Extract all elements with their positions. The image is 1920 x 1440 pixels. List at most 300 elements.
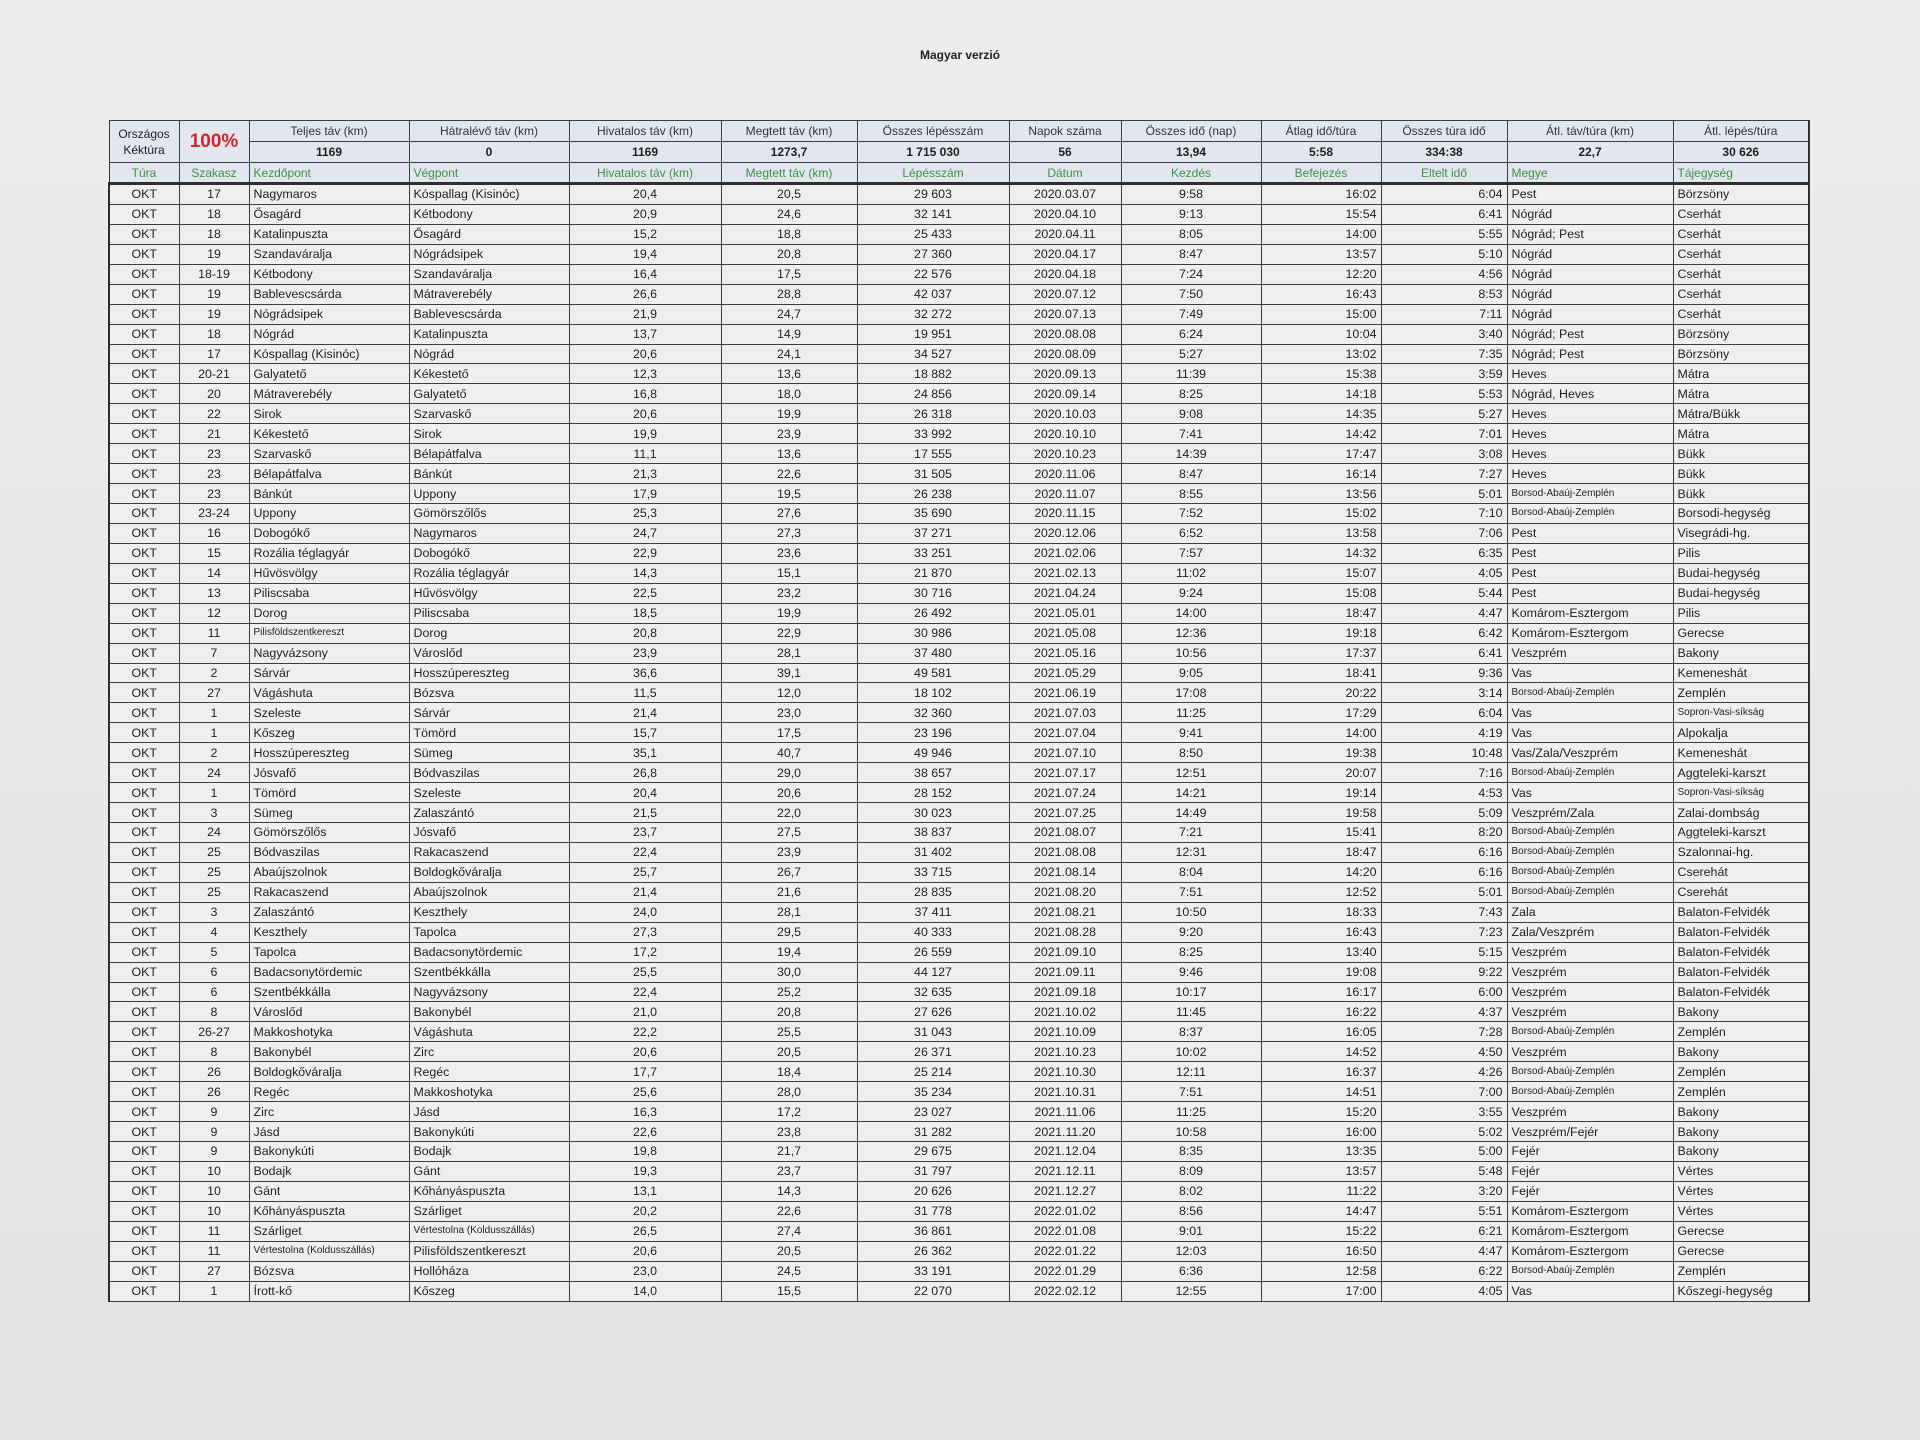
cell-tour: OKT xyxy=(109,902,179,922)
cell-end-point: Vágáshuta xyxy=(409,1022,569,1042)
cell-start-time: 9:24 xyxy=(1121,583,1261,603)
cell-official-distance: 21,0 xyxy=(569,1002,721,1022)
cell-start-time: 11:02 xyxy=(1121,563,1261,583)
cell-county: Nógrád xyxy=(1507,304,1673,324)
table-row xyxy=(109,803,1809,823)
cell-walked-distance: 19,9 xyxy=(721,603,857,623)
cell-walked-distance: 23,6 xyxy=(721,543,857,563)
cell-end-point: Gömörszőlős xyxy=(409,504,569,524)
cell-county: Borsod-Abaúj-Zemplén xyxy=(1507,823,1673,843)
cell-date: 2021.08.20 xyxy=(1009,882,1121,902)
table-row xyxy=(109,1022,1809,1042)
column-header-region: Tájegység xyxy=(1673,163,1809,184)
cell-date: 2020.11.06 xyxy=(1009,464,1121,484)
cell-start-time: 12:31 xyxy=(1121,842,1261,862)
cell-county: Fejér xyxy=(1507,1181,1673,1201)
cell-steps: 18 882 xyxy=(857,364,1009,384)
cell-start-point: Nógrád xyxy=(249,324,409,344)
cell-region: Zemplén xyxy=(1673,1082,1809,1102)
summary-value-total-steps: 1 715 030 xyxy=(857,142,1009,163)
cell-end-time: 15:38 xyxy=(1261,364,1381,384)
table-row xyxy=(109,623,1809,643)
table-body xyxy=(109,121,1809,1302)
cell-walked-distance: 39,1 xyxy=(721,663,857,683)
cell-date: 2021.12.04 xyxy=(1009,1142,1121,1162)
cell-elapsed: 5:44 xyxy=(1381,583,1507,603)
completion-percent: 100% xyxy=(179,121,249,163)
cell-walked-distance: 20,6 xyxy=(721,783,857,803)
cell-elapsed: 5:51 xyxy=(1381,1201,1507,1221)
cell-official-distance: 35,1 xyxy=(569,743,721,763)
cell-start-time: 17:08 xyxy=(1121,683,1261,703)
cell-start-point: Abaújszolnok xyxy=(249,862,409,882)
cell-end-point: Regéc xyxy=(409,1062,569,1082)
cell-start-time: 11:39 xyxy=(1121,364,1261,384)
cell-walked-distance: 24,7 xyxy=(721,304,857,324)
cell-region: Balaton-Felvidék xyxy=(1673,902,1809,922)
cell-end-time: 16:50 xyxy=(1261,1241,1381,1261)
summary-value-avg-steps: 30 626 xyxy=(1673,142,1809,163)
cell-end-time: 13:35 xyxy=(1261,1142,1381,1162)
cell-start-point: Kétbodony xyxy=(249,264,409,284)
cell-section: 11 xyxy=(179,623,249,643)
cell-tour: OKT xyxy=(109,1181,179,1201)
cell-walked-distance: 22,0 xyxy=(721,803,857,823)
cell-date: 2021.02.13 xyxy=(1009,563,1121,583)
cell-section: 10 xyxy=(179,1181,249,1201)
cell-start-time: 12:11 xyxy=(1121,1062,1261,1082)
cell-official-distance: 21,4 xyxy=(569,703,721,723)
cell-elapsed: 6:35 xyxy=(1381,543,1507,563)
summary-label-remaining-distance: Hátralévő táv (km) xyxy=(409,121,569,142)
cell-walked-distance: 19,9 xyxy=(721,404,857,424)
cell-steps: 49 581 xyxy=(857,663,1009,683)
cell-end-point: Városlőd xyxy=(409,643,569,663)
cell-steps: 18 102 xyxy=(857,683,1009,703)
cell-start-point: Bakonybél xyxy=(249,1042,409,1062)
cell-section: 26 xyxy=(179,1082,249,1102)
cell-county: Veszprém/Zala xyxy=(1507,803,1673,823)
cell-region: Zemplén xyxy=(1673,1062,1809,1082)
cell-end-time: 14:35 xyxy=(1261,404,1381,424)
cell-end-point: Hűvösvölgy xyxy=(409,583,569,603)
cell-steps: 31 505 xyxy=(857,464,1009,484)
cell-date: 2021.05.01 xyxy=(1009,603,1121,623)
cell-start-time: 12:51 xyxy=(1121,763,1261,783)
table-row xyxy=(109,1142,1809,1162)
cell-end-point: Sárvár xyxy=(409,703,569,723)
cell-end-point: Nagymaros xyxy=(409,523,569,543)
cell-section: 20 xyxy=(179,384,249,404)
cell-elapsed: 6:21 xyxy=(1381,1221,1507,1241)
cell-official-distance: 21,3 xyxy=(569,464,721,484)
cell-start-point: Gánt xyxy=(249,1181,409,1201)
cell-walked-distance: 27,3 xyxy=(721,523,857,543)
cell-end-point: Uppony xyxy=(409,484,569,504)
cell-county: Heves xyxy=(1507,444,1673,464)
cell-end-time: 16:05 xyxy=(1261,1022,1381,1042)
table-row xyxy=(109,464,1809,484)
cell-walked-distance: 18,4 xyxy=(721,1062,857,1082)
cell-walked-distance: 40,7 xyxy=(721,743,857,763)
cell-walked-distance: 20,5 xyxy=(721,1241,857,1261)
summary-label-total-time-days: Összes idő (nap) xyxy=(1121,121,1261,142)
cell-elapsed: 7:00 xyxy=(1381,1082,1507,1102)
cell-walked-distance: 15,1 xyxy=(721,563,857,583)
cell-official-distance: 17,9 xyxy=(569,484,721,504)
table-row xyxy=(109,723,1809,743)
cell-walked-distance: 20,8 xyxy=(721,1002,857,1022)
cell-end-time: 18:47 xyxy=(1261,842,1381,862)
cell-county: Komárom-Esztergom xyxy=(1507,1221,1673,1241)
cell-end-point: Nagyvázsony xyxy=(409,982,569,1002)
cell-region: Aggteleki-karszt xyxy=(1673,763,1809,783)
cell-region: Börzsöny xyxy=(1673,184,1809,205)
cell-steps: 40 333 xyxy=(857,922,1009,942)
cell-tour: OKT xyxy=(109,1102,179,1122)
cell-tour: OKT xyxy=(109,404,179,424)
cell-start-point: Uppony xyxy=(249,504,409,524)
cell-tour: OKT xyxy=(109,523,179,543)
cell-end-time: 13:40 xyxy=(1261,942,1381,962)
cell-date: 2021.07.10 xyxy=(1009,743,1121,763)
cell-start-point: Hűvösvölgy xyxy=(249,563,409,583)
cell-region: Bakony xyxy=(1673,643,1809,663)
cell-steps: 38 657 xyxy=(857,763,1009,783)
cell-start-point: Városlőd xyxy=(249,1002,409,1022)
cell-official-distance: 14,0 xyxy=(569,1281,721,1301)
cell-official-distance: 26,5 xyxy=(569,1221,721,1241)
cell-end-time: 16:43 xyxy=(1261,284,1381,304)
cell-elapsed: 7:28 xyxy=(1381,1022,1507,1042)
cell-official-distance: 22,4 xyxy=(569,842,721,862)
cell-section: 19 xyxy=(179,304,249,324)
cell-date: 2021.05.29 xyxy=(1009,663,1121,683)
cell-official-distance: 21,4 xyxy=(569,882,721,902)
summary-label-row xyxy=(109,121,1809,142)
cell-steps: 35 690 xyxy=(857,504,1009,524)
table-row xyxy=(109,1042,1809,1062)
cell-steps: 28 152 xyxy=(857,783,1009,803)
cell-region: Gerecse xyxy=(1673,1241,1809,1261)
cell-end-point: Bélapátfalva xyxy=(409,444,569,464)
cell-date: 2021.10.23 xyxy=(1009,1042,1121,1062)
cell-start-time: 11:25 xyxy=(1121,1102,1261,1122)
cell-steps: 44 127 xyxy=(857,962,1009,982)
cell-official-distance: 27,3 xyxy=(569,922,721,942)
cell-tour: OKT xyxy=(109,464,179,484)
table-row xyxy=(109,1281,1809,1301)
cell-tour: OKT xyxy=(109,1142,179,1162)
cell-tour: OKT xyxy=(109,1281,179,1301)
cell-start-point: Szeleste xyxy=(249,703,409,723)
cell-start-time: 6:24 xyxy=(1121,324,1261,344)
cell-start-time: 8:04 xyxy=(1121,862,1261,882)
cell-section: 11 xyxy=(179,1221,249,1241)
cell-end-point: Jásd xyxy=(409,1102,569,1122)
table-row xyxy=(109,942,1809,962)
cell-county: Borsod-Abaúj-Zemplén xyxy=(1507,882,1673,902)
cell-date: 2021.10.31 xyxy=(1009,1082,1121,1102)
cell-start-time: 7:21 xyxy=(1121,823,1261,843)
cell-date: 2020.09.14 xyxy=(1009,384,1121,404)
cell-county: Komárom-Esztergom xyxy=(1507,623,1673,643)
cell-end-time: 13:58 xyxy=(1261,523,1381,543)
cell-end-time: 16:02 xyxy=(1261,184,1381,205)
cell-walked-distance: 25,2 xyxy=(721,982,857,1002)
column-header-end-time: Befejezés xyxy=(1261,163,1381,184)
cell-tour: OKT xyxy=(109,324,179,344)
cell-date: 2022.01.29 xyxy=(1009,1261,1121,1281)
cell-end-time: 18:33 xyxy=(1261,902,1381,922)
cell-steps: 38 837 xyxy=(857,823,1009,843)
cell-steps: 26 362 xyxy=(857,1241,1009,1261)
cell-elapsed: 3:14 xyxy=(1381,683,1507,703)
cell-end-time: 20:22 xyxy=(1261,683,1381,703)
table-row xyxy=(109,424,1809,444)
cell-region: Börzsöny xyxy=(1673,344,1809,364)
cell-end-point: Szarvaskő xyxy=(409,404,569,424)
cell-walked-distance: 23,8 xyxy=(721,1122,857,1142)
cell-start-time: 9:05 xyxy=(1121,663,1261,683)
cell-official-distance: 12,3 xyxy=(569,364,721,384)
cell-start-point: Galyatető xyxy=(249,364,409,384)
cell-walked-distance: 22,6 xyxy=(721,464,857,484)
cell-start-point: Zirc xyxy=(249,1102,409,1122)
cell-end-time: 16:14 xyxy=(1261,464,1381,484)
cell-end-point: Hollóháza xyxy=(409,1261,569,1281)
cell-region: Pilis xyxy=(1673,543,1809,563)
cell-section: 1 xyxy=(179,783,249,803)
cell-tour: OKT xyxy=(109,563,179,583)
cell-elapsed: 7:10 xyxy=(1381,504,1507,524)
table-row xyxy=(109,543,1809,563)
cell-county: Nógrád; Pest xyxy=(1507,324,1673,344)
cell-county: Vas/Zala/Veszprém xyxy=(1507,743,1673,763)
cell-section: 18-19 xyxy=(179,264,249,284)
cell-section: 17 xyxy=(179,184,249,205)
cell-tour: OKT xyxy=(109,1062,179,1082)
cell-section: 23 xyxy=(179,444,249,464)
cell-walked-distance: 27,4 xyxy=(721,1221,857,1241)
table-row xyxy=(109,344,1809,364)
cell-region: Mátra/Bükk xyxy=(1673,404,1809,424)
cell-elapsed: 5:55 xyxy=(1381,224,1507,244)
cell-walked-distance: 23,9 xyxy=(721,424,857,444)
cell-elapsed: 5:01 xyxy=(1381,882,1507,902)
cell-start-point: Bódvaszilas xyxy=(249,842,409,862)
cell-end-point: Rozália téglagyár xyxy=(409,563,569,583)
cell-section: 8 xyxy=(179,1042,249,1062)
cell-section: 25 xyxy=(179,842,249,862)
table-row xyxy=(109,902,1809,922)
cell-section: 20-21 xyxy=(179,364,249,384)
cell-official-distance: 23,7 xyxy=(569,823,721,843)
cell-walked-distance: 23,2 xyxy=(721,583,857,603)
cell-start-time: 9:20 xyxy=(1121,922,1261,942)
cell-elapsed: 4:05 xyxy=(1381,1281,1507,1301)
cell-start-point: Ősagárd xyxy=(249,204,409,224)
cell-official-distance: 19,3 xyxy=(569,1161,721,1181)
cell-start-point: Kóspallag (Kisinóc) xyxy=(249,344,409,364)
cell-start-point: Bodajk xyxy=(249,1161,409,1181)
cell-section: 19 xyxy=(179,244,249,264)
cell-steps: 19 951 xyxy=(857,324,1009,344)
cell-end-point: Vértestolna (Koldusszállás) xyxy=(409,1221,569,1241)
cell-date: 2022.02.12 xyxy=(1009,1281,1121,1301)
cell-end-point: Jósvafő xyxy=(409,823,569,843)
cell-walked-distance: 28,1 xyxy=(721,902,857,922)
cell-county: Heves xyxy=(1507,404,1673,424)
cell-date: 2021.11.20 xyxy=(1009,1122,1121,1142)
cell-official-distance: 20,4 xyxy=(569,184,721,205)
cell-county: Veszprém xyxy=(1507,942,1673,962)
table-row xyxy=(109,563,1809,583)
cell-tour: OKT xyxy=(109,862,179,882)
cell-tour: OKT xyxy=(109,663,179,683)
cell-county: Borsod-Abaúj-Zemplén xyxy=(1507,763,1673,783)
cell-official-distance: 24,7 xyxy=(569,523,721,543)
cell-section: 15 xyxy=(179,543,249,563)
cell-official-distance: 25,3 xyxy=(569,504,721,524)
cell-date: 2021.12.11 xyxy=(1009,1161,1121,1181)
cell-section: 11 xyxy=(179,1241,249,1261)
cell-elapsed: 7:16 xyxy=(1381,763,1507,783)
cell-official-distance: 22,4 xyxy=(569,982,721,1002)
cell-elapsed: 5:01 xyxy=(1381,484,1507,504)
cell-elapsed: 6:41 xyxy=(1381,643,1507,663)
cell-start-point: Dorog xyxy=(249,603,409,623)
cell-steps: 22 070 xyxy=(857,1281,1009,1301)
cell-section: 2 xyxy=(179,663,249,683)
cell-elapsed: 4:05 xyxy=(1381,563,1507,583)
cell-elapsed: 7:27 xyxy=(1381,464,1507,484)
cell-region: Bakony xyxy=(1673,1122,1809,1142)
cell-end-time: 17:29 xyxy=(1261,703,1381,723)
cell-elapsed: 6:04 xyxy=(1381,703,1507,723)
cell-official-distance: 19,9 xyxy=(569,424,721,444)
cell-official-distance: 20,8 xyxy=(569,623,721,643)
cell-county: Fejér xyxy=(1507,1142,1673,1162)
cell-county: Pest xyxy=(1507,523,1673,543)
cell-section: 17 xyxy=(179,344,249,364)
cell-end-time: 14:47 xyxy=(1261,1201,1381,1221)
column-header-section: Szakasz xyxy=(179,163,249,184)
cell-start-point: Nagymaros xyxy=(249,184,409,205)
cell-walked-distance: 13,6 xyxy=(721,364,857,384)
cell-section: 24 xyxy=(179,823,249,843)
cell-end-point: Katalinpuszta xyxy=(409,324,569,344)
cell-tour: OKT xyxy=(109,962,179,982)
cell-section: 10 xyxy=(179,1161,249,1181)
cell-start-time: 10:17 xyxy=(1121,982,1261,1002)
cell-start-point: Dobogókő xyxy=(249,523,409,543)
cell-start-point: Jósvafő xyxy=(249,763,409,783)
cell-region: Cserhát xyxy=(1673,244,1809,264)
cell-region: Szalonnai-hg. xyxy=(1673,842,1809,862)
cell-start-time: 7:41 xyxy=(1121,424,1261,444)
cell-start-point: Bablevescsárda xyxy=(249,284,409,304)
cell-official-distance: 22,9 xyxy=(569,543,721,563)
cell-elapsed: 6:04 xyxy=(1381,184,1507,205)
cell-tour: OKT xyxy=(109,264,179,284)
cell-end-time: 16:22 xyxy=(1261,1002,1381,1022)
cell-end-time: 13:57 xyxy=(1261,244,1381,264)
column-header-end-point: Végpont xyxy=(409,163,569,184)
cell-official-distance: 22,5 xyxy=(569,583,721,603)
cell-start-time: 7:50 xyxy=(1121,284,1261,304)
table-row xyxy=(109,1241,1809,1261)
cell-walked-distance: 28,0 xyxy=(721,1082,857,1102)
cell-section: 9 xyxy=(179,1122,249,1142)
cell-official-distance: 23,9 xyxy=(569,643,721,663)
cell-end-time: 19:18 xyxy=(1261,623,1381,643)
table-row xyxy=(109,384,1809,404)
summary-value-total-hike-time: 334:38 xyxy=(1381,142,1507,163)
cell-elapsed: 9:36 xyxy=(1381,663,1507,683)
cell-walked-distance: 14,9 xyxy=(721,324,857,344)
cell-end-time: 14:42 xyxy=(1261,424,1381,444)
cell-start-time: 6:52 xyxy=(1121,523,1261,543)
cell-walked-distance: 18,0 xyxy=(721,384,857,404)
cell-region: Cserhát xyxy=(1673,224,1809,244)
cell-official-distance: 20,6 xyxy=(569,344,721,364)
cell-date: 2020.12.06 xyxy=(1009,523,1121,543)
cell-elapsed: 9:22 xyxy=(1381,962,1507,982)
table-row xyxy=(109,703,1809,723)
cell-date: 2020.04.11 xyxy=(1009,224,1121,244)
cell-elapsed: 6:41 xyxy=(1381,204,1507,224)
cell-official-distance: 18,5 xyxy=(569,603,721,623)
cell-start-time: 9:46 xyxy=(1121,962,1261,982)
cell-end-time: 17:47 xyxy=(1261,444,1381,464)
cell-county: Komárom-Esztergom xyxy=(1507,1201,1673,1221)
cell-walked-distance: 21,6 xyxy=(721,882,857,902)
cell-steps: 27 360 xyxy=(857,244,1009,264)
cell-tour: OKT xyxy=(109,504,179,524)
cell-steps: 31 282 xyxy=(857,1122,1009,1142)
cell-date: 2022.01.02 xyxy=(1009,1201,1121,1221)
cell-elapsed: 8:53 xyxy=(1381,284,1507,304)
cell-start-point: Hosszúpereszteg xyxy=(249,743,409,763)
cell-county: Borsod-Abaúj-Zemplén xyxy=(1507,862,1673,882)
cell-section: 3 xyxy=(179,803,249,823)
cell-date: 2020.07.13 xyxy=(1009,304,1121,324)
table-row xyxy=(109,743,1809,763)
table-row xyxy=(109,523,1809,543)
cell-end-time: 12:20 xyxy=(1261,264,1381,284)
cell-region: Balaton-Felvidék xyxy=(1673,982,1809,1002)
table-row xyxy=(109,763,1809,783)
cell-end-point: Bakonykúti xyxy=(409,1122,569,1142)
cell-tour: OKT xyxy=(109,603,179,623)
cell-date: 2020.03.07 xyxy=(1009,184,1121,205)
cell-walked-distance: 28,1 xyxy=(721,643,857,663)
cell-county: Vas xyxy=(1507,783,1673,803)
cell-end-time: 11:22 xyxy=(1261,1181,1381,1201)
cell-elapsed: 5:00 xyxy=(1381,1142,1507,1162)
cell-tour: OKT xyxy=(109,842,179,862)
cell-county: Pest xyxy=(1507,543,1673,563)
cell-county: Veszprém/Fejér xyxy=(1507,1122,1673,1142)
cell-tour: OKT xyxy=(109,683,179,703)
cell-county: Komárom-Esztergom xyxy=(1507,1241,1673,1261)
cell-elapsed: 6:16 xyxy=(1381,842,1507,862)
cell-walked-distance: 20,8 xyxy=(721,244,857,264)
cell-date: 2020.08.08 xyxy=(1009,324,1121,344)
cell-start-point: Kőhányáspuszta xyxy=(249,1201,409,1221)
cell-tour: OKT xyxy=(109,444,179,464)
